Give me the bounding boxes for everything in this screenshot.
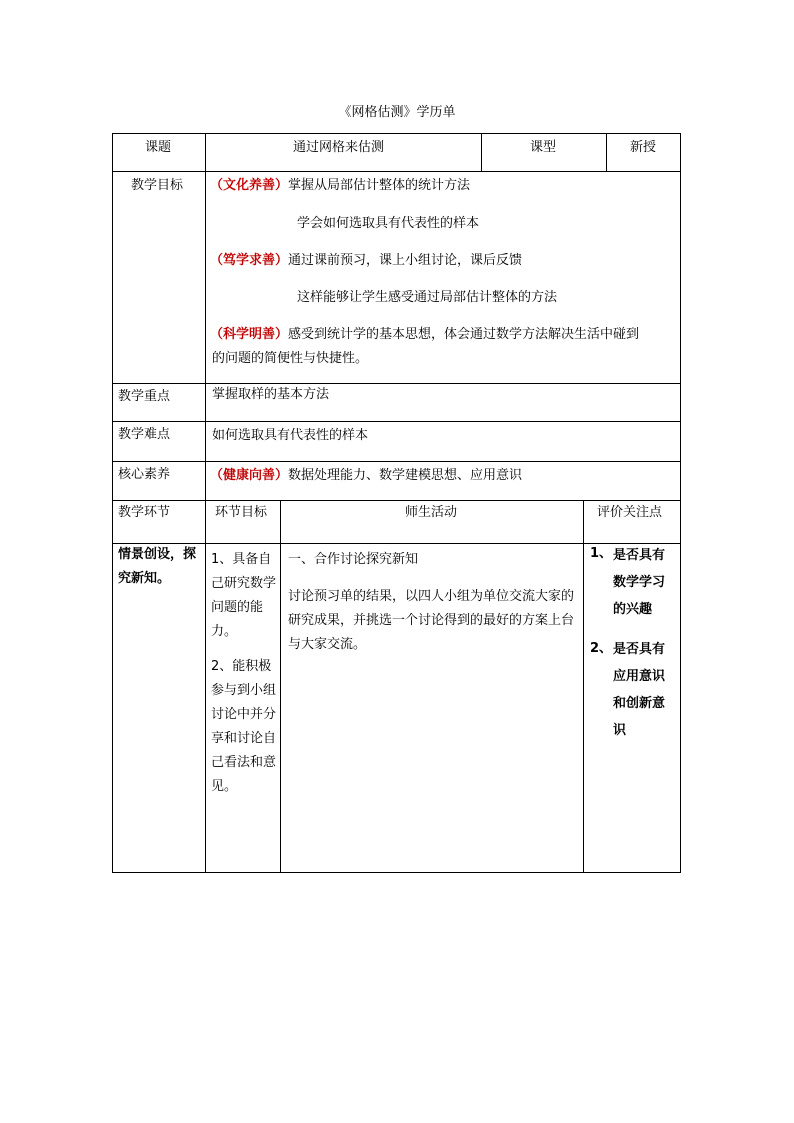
literacy-value: [210, 468, 522, 484]
literacy-label: 核心素养: [118, 467, 171, 482]
difficulty-value: 如何选取具有代表性的样本: [212, 428, 369, 443]
goal-1-tag: （文化养善）: [210, 178, 289, 193]
difficulty-label: 教学难点: [118, 427, 171, 442]
goals-label: 教学目标: [131, 178, 184, 193]
goal-1-text: 掌握从局部估计整体的统计方法: [288, 178, 471, 193]
activity-body: 讨论预习单的结果，以四人小组为单位交流大家的研究成果，并挑选一个讨论得到的最好的方案上台与大家交流。: [288, 589, 575, 652]
lesson-type-label: 课型: [530, 140, 557, 155]
goal-3-tag: （科学明善）: [210, 327, 289, 342]
topic-value: 通过网格来估测: [293, 140, 385, 155]
goal-2-text: 通过课前预习，课上小组讨论，课后反馈: [288, 253, 523, 268]
key-point-value: 掌握取样的基本方法: [212, 387, 330, 402]
goal-3-text: 感受到统计学的基本思想，体会通过数学方法解决生活中碰到: [288, 327, 640, 342]
literacy-tag: （健康向善）: [210, 468, 289, 483]
lesson-type-value: 新授: [630, 140, 657, 155]
eval-1-number: 1、: [590, 546, 613, 561]
goal-2-line2: 这样能够让学生感受通过局部估计整体的方法: [297, 290, 558, 305]
header-activity: 师生活动: [405, 505, 458, 520]
topic-label: 课题: [145, 140, 172, 155]
goal-1-line2: 学会如何选取具有代表性的样本: [297, 216, 480, 231]
stage-text: 情景创设，探究新知。: [118, 547, 197, 586]
goal-1: [210, 178, 470, 194]
literacy-text: 数据处理能力、数学建模思想、应用意识: [288, 468, 523, 483]
activity-title: 一、合作讨论探究新知: [288, 552, 419, 567]
key-point-label: 教学重点: [118, 389, 171, 404]
goal-3: [210, 327, 639, 343]
goal-3-line2: 的问题的简便性与快捷性。: [212, 351, 369, 366]
document-title: 《网格估测》学历单: [338, 105, 456, 120]
header-evaluation: 评价关注点: [597, 505, 663, 520]
target-1: 1、具备自己研究数学问题的能力。: [211, 552, 277, 639]
header-target: 环节目标: [215, 505, 268, 520]
target-2: 2、能积极参与到小组讨论中并分享和讨论自己看法和意见。: [211, 659, 277, 794]
eval-1-text: 是否具有数学学习的兴趣: [613, 548, 666, 617]
eval-2-text: 是否具有应用意识和创新意识: [613, 642, 666, 738]
goal-2: [210, 253, 522, 269]
goal-2-tag: （笃学求善）: [210, 253, 289, 268]
eval-2-number: 2、: [590, 641, 613, 656]
header-stage: 教学环节: [118, 505, 171, 520]
